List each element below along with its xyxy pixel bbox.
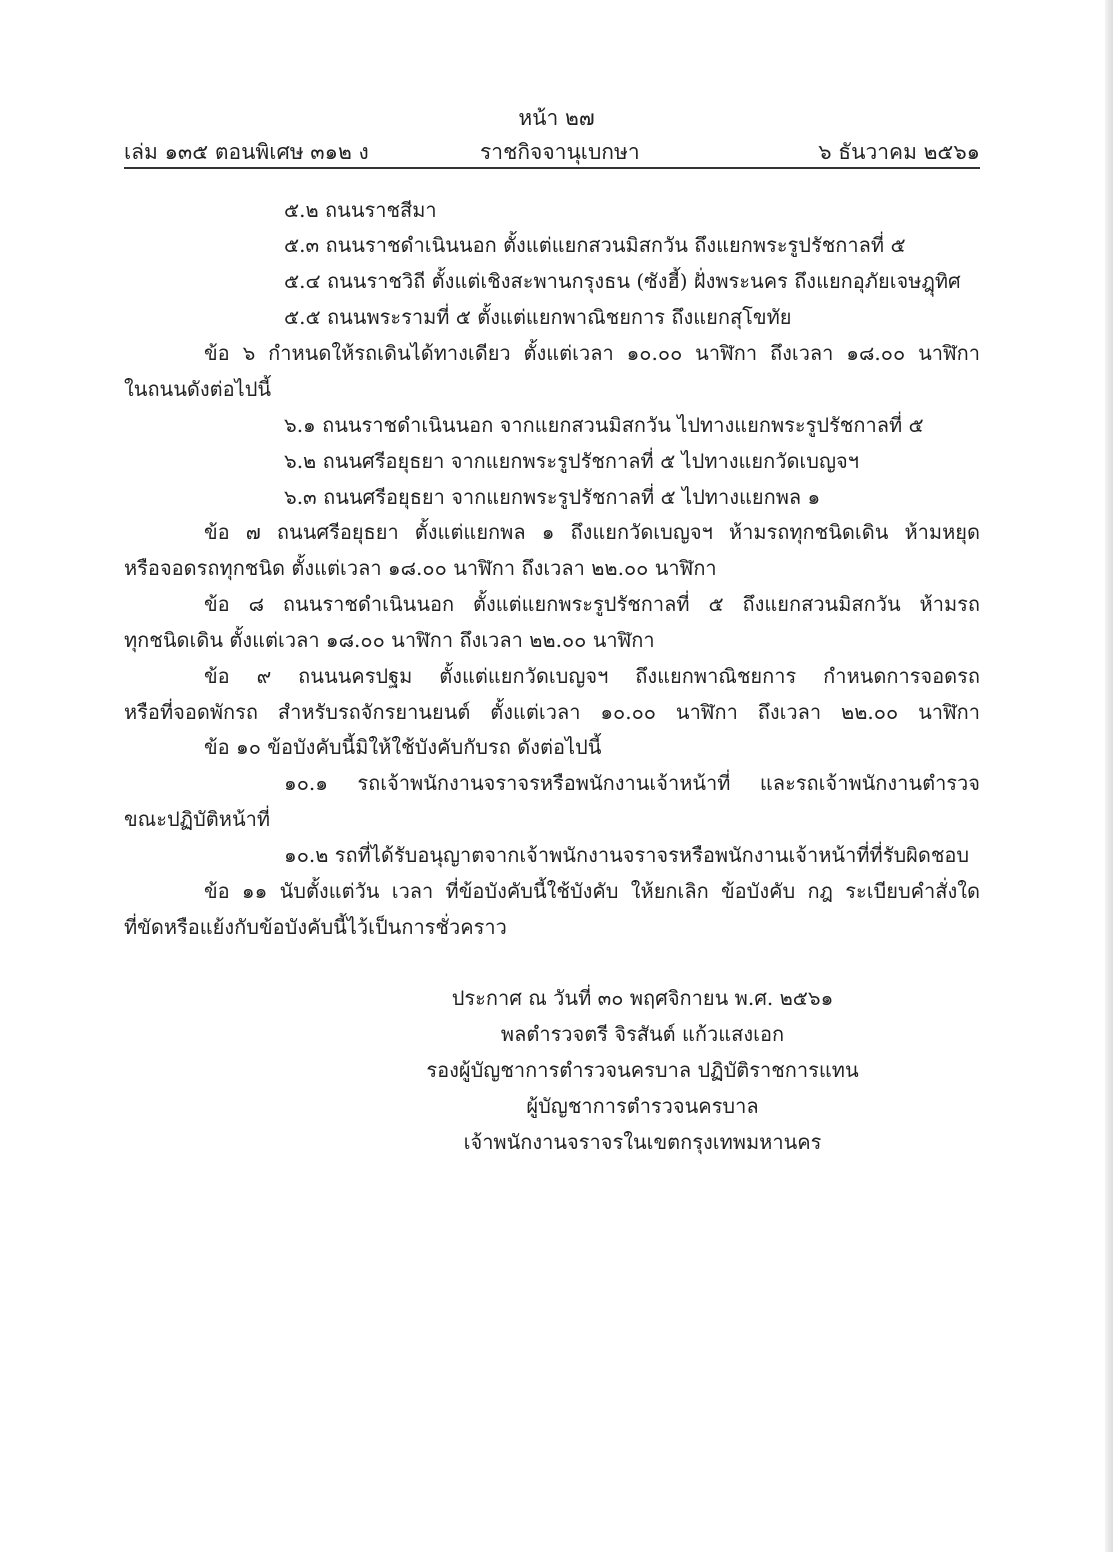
body-line: หรือจอดรถทุกชนิด ตั้งแต่เวลา ๑๘.๐๐ นาฬิกา ถึงเวลา ๒๒.๐๐ นาฬิกา: [124, 556, 717, 580]
gazette-name: ราชกิจจานุเบกษา: [480, 140, 640, 164]
body-line: ๕.๔ ถนนราชวิถี ตั้งแต่เชิงสะพานกรุงธน (ซังฮี้) ฝั่งพระนคร ถึงแยกอุภัยเจษฎุทิศ: [284, 269, 961, 293]
body-line: ๖.๑ ถนนราชดำเนินนอก จากแยกสวนมิสกวัน ไปทางแยกพระรูปรัชกาลที่ ๕: [284, 413, 924, 437]
page-number: หน้า ๒๗: [518, 106, 595, 130]
signatory-position-2: ผู้บัญชาการตำรวจนครบาล: [526, 1094, 759, 1118]
body-line: ข้อ ๖ กำหนดให้รถเดินได้ทางเดียว ตั้งแต่เวลา ๑๐.๐๐ นาฬิกา ถึงเวลา ๑๘.๐๐ นาฬิกา: [204, 341, 980, 365]
body-line: ในถนนดังต่อไปนี้: [124, 377, 272, 401]
body-line: ๑๐.๑ รถเจ้าพนักงานจราจรหรือพนักงานเจ้าหน้าที่ และรถเจ้าพนักงานตำรวจ: [284, 771, 980, 795]
body-line: ๖.๓ ถนนศรีอยุธยา จากแยกพระรูปรัชกาลที่ ๕ ไปทางแยกพล ๑: [284, 485, 821, 509]
announcement-date: ประกาศ ณ วันที่ ๓๐ พฤศจิกายน พ.ศ. ๒๕๖๑: [451, 986, 834, 1010]
body-line: ขณะปฏิบัติหน้าที่: [124, 807, 271, 831]
page-edge-shadow: [1105, 0, 1113, 1552]
body-line: ข้อ ๑๑ นับตั้งแต่วัน เวลา ที่ข้อบังคับนี้ใช้บังคับ ให้ยกเลิก ข้อบังคับ กฎ ระเบียบคำสั่งใด: [204, 879, 980, 903]
header-divider: [124, 167, 980, 169]
body-line: ข้อ ๙ ถนนนครปฐม ตั้งแต่แยกวัดเบญจฯ ถึงแยกพาณิชยการ กำหนดการจอดรถ: [204, 664, 980, 688]
body-line: ๑๐.๒ รถที่ได้รับอนุญาตจากเจ้าพนักงานจราจรหรือพนักงานเจ้าหน้าที่ที่รับผิดชอบ: [284, 843, 970, 867]
body-line: ๖.๒ ถนนศรีอยุธยา จากแยกพระรูปรัชกาลที่ ๕ ไปทางแยกวัดเบญจฯ: [284, 449, 859, 473]
body-line: หรือที่จอดพักรถ สำหรับรถจักรยานยนต์ ตั้งแต่เวลา ๑๐.๐๐ นาฬิกา ถึงเวลา ๒๒.๐๐ นาฬิกา: [124, 700, 980, 724]
signatory-name: พลตำรวจตรี จิรสันต์ แก้วแสงเอก: [500, 1022, 785, 1046]
body-line: ๕.๓ ถนนราชดำเนินนอก ตั้งแต่แยกสวนมิสกวัน ถึงแยกพระรูปรัชกาลที่ ๕: [284, 233, 906, 257]
body-line: ทุกชนิดเดิน ตั้งแต่เวลา ๑๘.๐๐ นาฬิกา ถึงเวลา ๒๒.๐๐ นาฬิกา: [124, 628, 655, 652]
body-line: ๕.๕ ถนนพระรามที่ ๕ ตั้งแต่แยกพาณิชยการ ถึงแยกสุโขทัย: [284, 305, 792, 329]
body-line: ข้อ ๘ ถนนราชดำเนินนอก ตั้งแต่แยกพระรูปรัชกาลที่ ๕ ถึงแยกสวนมิสกวัน ห้ามรถ: [204, 592, 980, 616]
body-line: ข้อ ๗ ถนนศรีอยุธยา ตั้งแต่แยกพล ๑ ถึงแยกวัดเบญจฯ ห้ามรถทุกชนิดเดิน ห้ามหยุด: [204, 520, 980, 544]
body-line: ข้อ ๑๐ ข้อบังคับนี้มิให้ใช้บังคับกับรถ ดังต่อไปนี้: [204, 735, 602, 759]
body-line: ๕.๒ ถนนราชสีมา: [284, 198, 437, 222]
gazette-date: ๖ ธันวาคม ๒๕๖๑: [818, 140, 980, 164]
body-line: ที่ขัดหรือแย้งกับข้อบังคับนี้ไว้เป็นการชั่วคราว: [124, 915, 507, 939]
signatory-position: รองผู้บัญชาการตำรวจนครบาล ปฏิบัติราชการแทน: [426, 1058, 859, 1082]
gazette-volume: เล่ม ๑๓๕ ตอนพิเศษ ๓๑๒ ง: [124, 140, 369, 164]
signatory-authority: เจ้าพนักงานจราจรในเขตกรุงเทพมหานคร: [463, 1130, 822, 1154]
gazette-header: [124, 136, 980, 166]
